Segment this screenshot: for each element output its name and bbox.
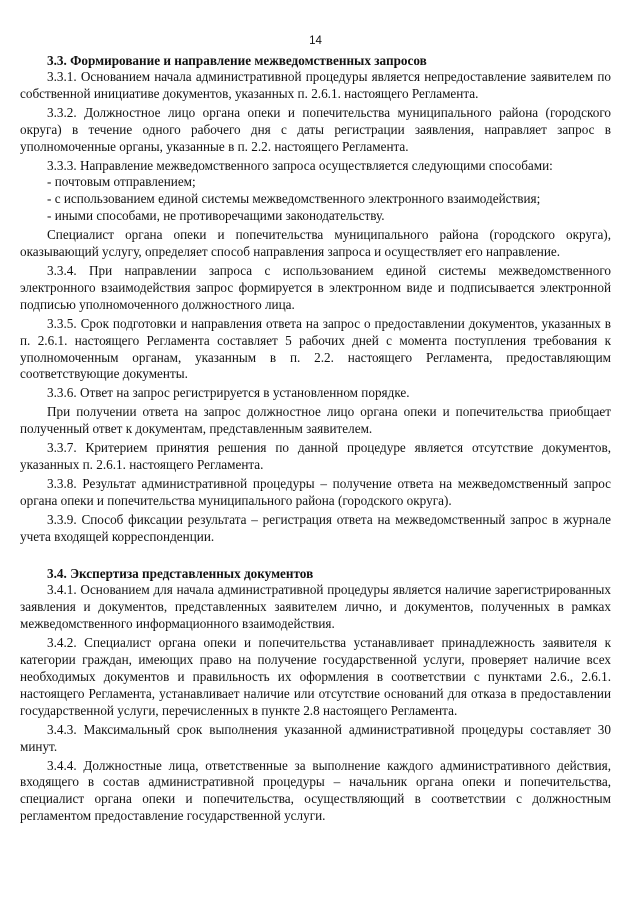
paragraph-3-3-2: 3.3.2. Должностное лицо органа опеки и попечительства муниципального района (городского округа) в течение одного рабочего дня с даты регистрации заявления, направляет запрос в уполномоченные органы, указанные в п. 2.2. настоящего Регламента. [20,104,611,154]
section-gap [20,547,611,565]
paragraph-response: При получении ответа на запрос должностное лицо органа опеки и попечительства приобщает полученный ответ к документам, представленным заявителем. [20,404,611,437]
list-item: - почтовым отправлением; [47,174,196,190]
paragraph-3-4-2: 3.4.2. Специалист органа опеки и попечительства устанавливает принадлежность заявителя к категории граждан, имеющих право на получение государственной услуги, проверяет наличие всех необходимых документов и правильность их оформления в соответствии с пунктами 2.6., 2.6.1. настоящего Регламента, устанавливает наличие или отсутствие оснований для отказа в предоставлении государственной услуги, перечисленных в пункте 2.8 настоящего Регламента. [20,635,611,718]
paragraph-3-3-9: 3.3.9. Способ фиксации результата – регистрация ответа на межведомственный запрос в журнале учета входящей корреспонденции. [20,511,611,544]
paragraph-3-3-3: 3.3.3. Направление межведомственного запроса осуществляется следующими способами: [47,157,553,173]
paragraph-3-3-1: 3.3.1. Основанием начала административной процедуры является непредоставление заявителем по собственной инициативе документов, указанных п. 2.6.1. настоящего Регламента. [20,69,611,101]
section-heading: 3.3. Формирование и направление межведомственных запросов [47,53,427,68]
paragraph-3-4-3: 3.4.3. Максимальный срок выполнения указанной административной процедуры составляет 30 минут. [20,721,611,754]
paragraph-3-3-6: 3.3.6. Ответ на запрос регистрируется в установленном порядке. [47,385,410,401]
list-item: - иными способами, не противоречащими законодательству. [47,208,385,224]
section-3-4 [20,565,611,825]
section-heading: 3.4. Экспертиза представленных документов [47,566,314,582]
page-number: 14 [309,35,322,47]
paragraph-3-3-5: 3.3.5. Срок подготовки и направления ответа на запрос о предоставлении документов, указанных в п. 2.6.1. настоящего Регламента составляет 5 рабочих дней с момента поступления требования к уполномоченным органам, указанным в п. 2.2. настоящего Регламента, предоставляющим соответствующие документы. [20,315,611,382]
paragraph-specialist: Специалист органа опеки и попечительства муниципального района (городского округа), оказывающий услугу, определяет способ направления запроса и осуществляет его направление. [20,227,611,260]
paragraph-3-3-4: 3.3.4. При направлении запроса с использованием единой системы межведомственного электронного взаимодействия запрос формируется в электронном виде и подписывается электронной подписью уполномоченного должностного лица. [20,262,611,312]
paragraph-3-3-7: 3.3.7. Критерием принятия решения по данной процедуре является отсутствие документов, указанных п. 2.6.1. настоящего Регламента. [20,440,611,472]
paragraph-3-4-4: 3.4.4. Должностные лица, ответственные за выполнение каждого административного действия, входящего в состав административной процедуры – начальник органа опеки и попечительства, специалист органа опеки и попечительства, осуществляющий в соответствии с должностным регламентом предоставление государственной услуги. [20,757,611,824]
paragraph-3-3-8: 3.3.8. Результат административной процедуры – получение ответа на межведомственный запрос органа опеки и попечительства муниципального района (городского округа). [20,475,611,508]
section-3-3 [20,52,611,545]
paragraph-3-4-1: 3.4.1. Основанием для начала административной процедуры является наличие зарегистрированных заявления и документов, представленных заявителем лично, и документов, полученных в рамках межведомственного информационного взаимодействия. [20,582,611,632]
list-item: - с использованием единой системы межведомственного электронного взаимодействия; [47,191,541,207]
